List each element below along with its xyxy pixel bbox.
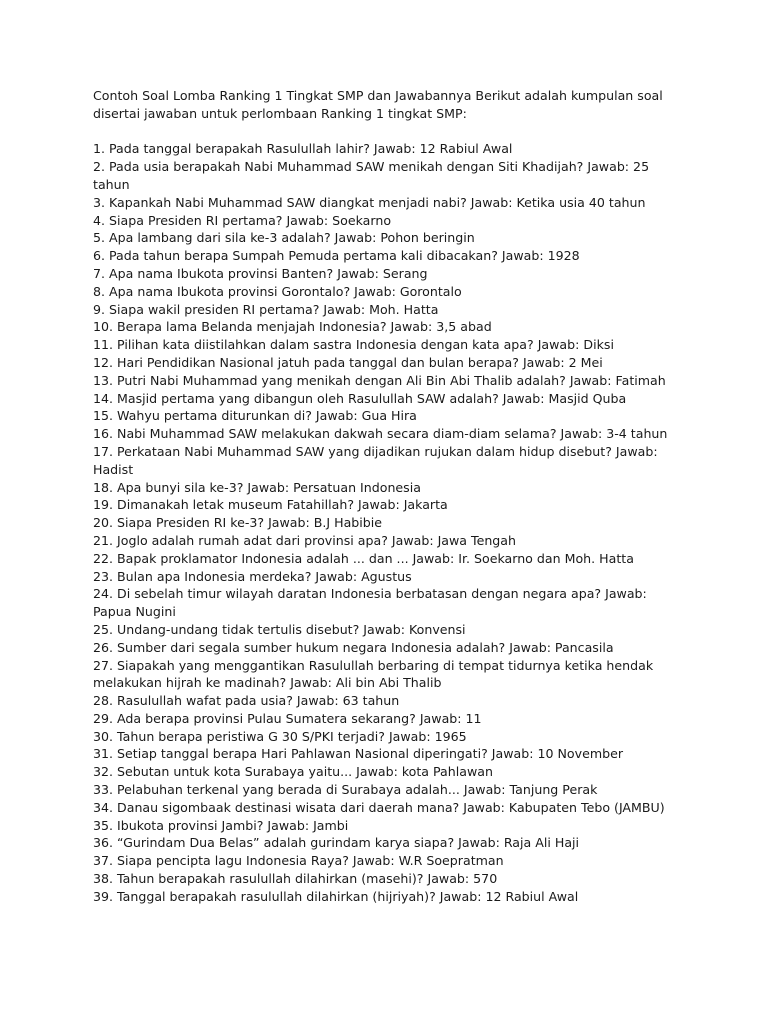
question-item: 18. Apa bunyi sila ke-3? Jawab: Persatuan Indonesia bbox=[93, 479, 421, 495]
question-item: 2. Pada usia berapakah Nabi Muhammad SAW menikah dengan Siti Khadijah? Jawab: 25 tahun bbox=[93, 159, 650, 192]
question-item: 23. Bulan apa Indonesia merdeka? Jawab: Agustus bbox=[93, 568, 412, 584]
question-item: 31. Setiap tanggal berapa Hari Pahlawan Nasional diperingati? Jawab: 10 November bbox=[93, 746, 624, 762]
question-item: 27. Siapakah yang menggantikan Rasulullah berbaring di tempat tidurnya ketika hendak melakukan hijrah ke madinah? Jawab: Ali bin Abi Thalib bbox=[93, 657, 654, 691]
question-item: 14. Masjid pertama yang dibangun oleh Rasulullah SAW adalah? Jawab: Masjid Quba bbox=[93, 390, 627, 406]
question-item: 7. Apa nama Ibukota provinsi Banten? Jawab: Serang bbox=[93, 265, 428, 281]
question-item: 36. “Gurindam Dua Belas” adalah gurindam karya siapa? Jawab: Raja Ali Haji bbox=[93, 835, 580, 851]
question-item: 16. Nabi Muhammad SAW melakukan dakwah secara diam-diam selama? Jawab: 3-4 tahun bbox=[93, 426, 668, 442]
question-item: 10. Berapa lama Belanda menjajah Indonesia? Jawab: 3,5 abad bbox=[93, 319, 492, 335]
question-item: 13. Putri Nabi Muhammad yang menikah dengan Ali Bin Abi Thalib adalah? Jawab: Fatimah bbox=[93, 372, 666, 388]
question-item: 11. Pilihan kata diistilahkan dalam sastra Indonesia dengan kata apa? Jawab: Diksi bbox=[93, 337, 614, 353]
question-item: 5. Apa lambang dari sila ke-3 adalah? Jawab: Pohon beringin bbox=[93, 230, 475, 246]
question-item: 3. Kapankah Nabi Muhammad SAW diangkat menjadi nabi? Jawab: Ketika usia 40 tahun bbox=[93, 194, 646, 210]
document-body bbox=[93, 87, 673, 906]
question-item: 19. Dimanakah letak museum Fatahillah? Jawab: Jakarta bbox=[93, 497, 448, 513]
intro-paragraph: Contoh Soal Lomba Ranking 1 Tingkat SMP dan Jawabannya Berikut adalah kumpulan soal disertai jawaban untuk perlombaan Ranking 1 tingkat SMP: bbox=[93, 88, 663, 121]
question-item: 32. Sebutan untuk kota Surabaya yaitu... Jawab: kota Pahlawan bbox=[93, 764, 493, 780]
question-item: 28. Rasulullah wafat pada usia? Jawab: 63 tahun bbox=[93, 693, 400, 709]
question-item: 12. Hari Pendidikan Nasional jatuh pada tanggal dan bulan berapa? Jawab: 2 Mei bbox=[93, 354, 603, 370]
question-item: 29. Ada berapa provinsi Pulau Sumatera sekarang? Jawab: 11 bbox=[93, 710, 482, 726]
question-item: 6. Pada tahun berapa Sumpah Pemuda pertama kali dibacakan? Jawab: 1928 bbox=[93, 248, 580, 264]
question-answer-list bbox=[93, 140, 673, 905]
question-item: 33. Pelabuhan terkenal yang berada di Surabaya adalah... Jawab: Tanjung Perak bbox=[93, 782, 598, 798]
question-item: 25. Undang-undang tidak tertulis disebut? Jawab: Konvensi bbox=[93, 621, 466, 637]
question-item: 22. Bapak proklamator Indonesia adalah ... dan ... Jawab: Ir. Soekarno dan Moh. Hatta bbox=[93, 550, 634, 566]
question-item: 30. Tahun berapa peristiwa G 30 S/PKI terjadi? Jawab: 1965 bbox=[93, 728, 467, 744]
question-item: 8. Apa nama Ibukota provinsi Gorontalo? Jawab: Gorontalo bbox=[93, 283, 462, 299]
question-item: 24. Di sebelah timur wilayah daratan Indonesia berbatasan dengan negara apa? Jawab: Papua Nugini bbox=[93, 586, 647, 620]
question-item: 39. Tanggal berapakah rasulullah dilahirkan (hijriyah)? Jawab: 12 Rabiul Awal bbox=[93, 888, 579, 904]
question-item: 26. Sumber dari segala sumber hukum negara Indonesia adalah? Jawab: Pancasila bbox=[93, 639, 614, 655]
question-item: 20. Siapa Presiden RI ke-3? Jawab: B.J Habibie bbox=[93, 515, 383, 531]
question-item: 38. Tahun berapakah rasulullah dilahirkan (masehi)? Jawab: 570 bbox=[93, 871, 498, 887]
question-item: 4. Siapa Presiden RI pertama? Jawab: Soekarno bbox=[93, 212, 392, 228]
question-item: 34. Danau sigombaak destinasi wisata dari daerah mana? Jawab: Kabupaten Tebo (JAMBU) bbox=[93, 799, 665, 815]
question-item: 15. Wahyu pertama diturunkan di? Jawab: Gua Hira bbox=[93, 408, 417, 424]
question-item: 35. Ibukota provinsi Jambi? Jawab: Jambi bbox=[93, 817, 349, 833]
question-item: 1. Pada tanggal berapakah Rasulullah lahir? Jawab: 12 Rabiul Awal bbox=[93, 141, 513, 157]
question-item: 9. Siapa wakil presiden RI pertama? Jawab: Moh. Hatta bbox=[93, 301, 439, 317]
question-item: 37. Siapa pencipta lagu Indonesia Raya? Jawab: W.R Soepratman bbox=[93, 853, 504, 869]
question-item: 21. Joglo adalah rumah adat dari provinsi apa? Jawab: Jawa Tengah bbox=[93, 532, 517, 548]
question-item: 17. Perkataan Nabi Muhammad SAW yang dijadikan rujukan dalam hidup disebut? Jawab: Hadist bbox=[93, 443, 658, 477]
